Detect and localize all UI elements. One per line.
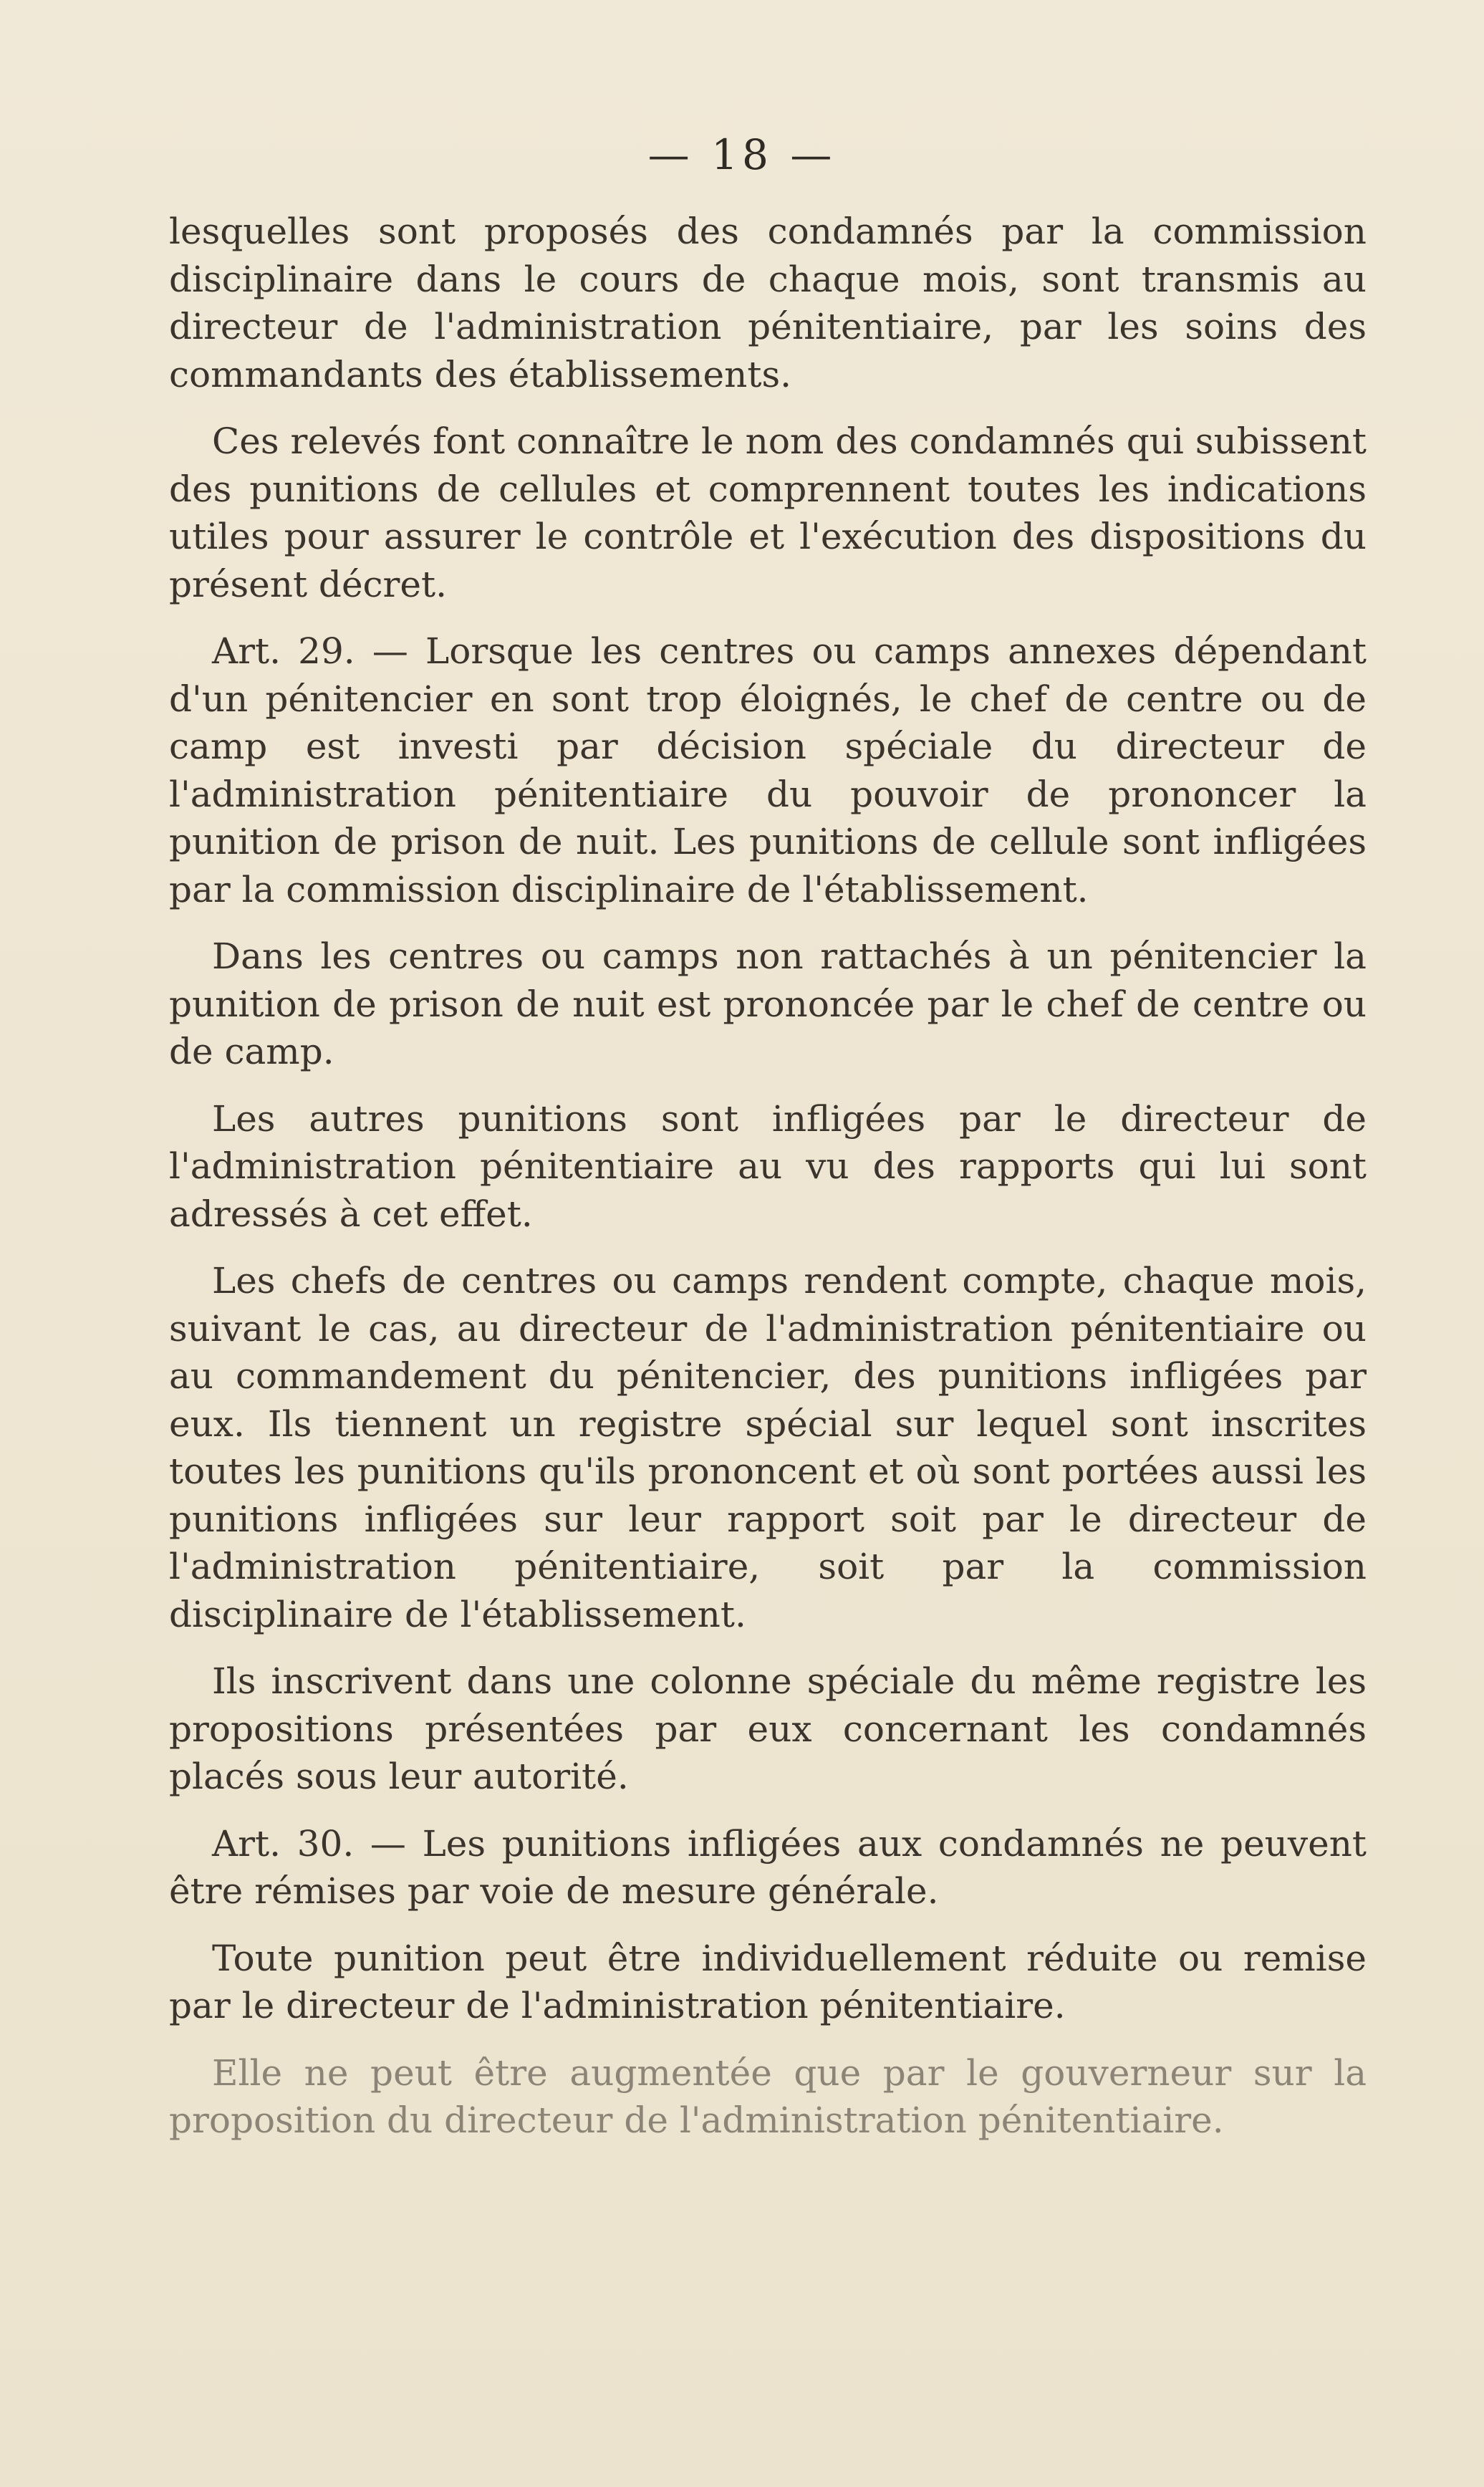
paragraph-chefs-de-centres: Les chefs de centres ou camps rendent compte, chaque mois, suivant le cas, au directeur de l'administration pénitentiaire ou au commandement du pénitencier, des punitions infligées par eux. Ils tiennent un registre spécial sur lequel sont inscrites toutes les punitions qu'ils prononcent et où sont portées aussi les punitions infligées sur leur rapport soit par le directeur de l'administration pénitentiaire, soit par la commission disciplinaire de l'établissement. — [169, 1260, 1367, 1635]
paragraph-article-29: Art. 29. — Lorsque les centres ou camps annexes dépendant d'un pénitencier en sont trop éloignés, le chef de centre ou de camp est investi par décision spéciale du directeur de l'administration pénitentiaire du pouvoir de prononcer la punition de prison de nuit. Les punitions de cellule sont infligées par la commission disciplinaire de l'établissement. — [169, 630, 1367, 910]
paragraph-toute-punition: Toute punition peut être individuellement réduite ou remise par le directeur de l'administration pénitentiaire. — [169, 1937, 1367, 2026]
paragraph-continued: lesquelles sont proposés des condamnés par la commission disciplinaire dans le cours de chaque mois, sont transmis au directeur de l'administration pénitentiaire, par les soins des commandants des établissements. — [169, 211, 1367, 395]
paragraph-colonne-speciale: Ils inscrivent dans une colonne spéciale du même registre les propositions présentées par eux concernant les condamnés placés sous leur autorité. — [169, 1660, 1367, 1797]
page-number: — 18 — — [647, 130, 837, 179]
paragraph-centres-non-rattaches: Dans les centres ou camps non rattachés à un pénitencier la punition de prison de nuit est prononcée par le chef de centre ou de camp. — [169, 935, 1367, 1072]
paragraph-article-30: Art. 30. — Les punitions infligées aux condamnés ne peuvent être rémises par voie de mesure générale. — [169, 1822, 1367, 1912]
body-text — [169, 208, 1367, 2164]
paragraph-autres-punitions: Les autres punitions sont infligées par le directeur de l'administration pénitentiaire au vu des rapports qui lui sont adressés à cet effet. — [169, 1097, 1367, 1235]
paragraph-releves: Ces relevés font connaître le nom des condamnés qui subissent des punitions de cellules et comprennent toutes les indications utiles pour assurer le contrôle et l'exécution des dispositions du présent décret. — [169, 420, 1367, 605]
paragraph-augmentee: Elle ne peut être augmentée que par le gouverneur sur la proposition du directeur de l'administration pénitentiaire. — [169, 2051, 1367, 2141]
